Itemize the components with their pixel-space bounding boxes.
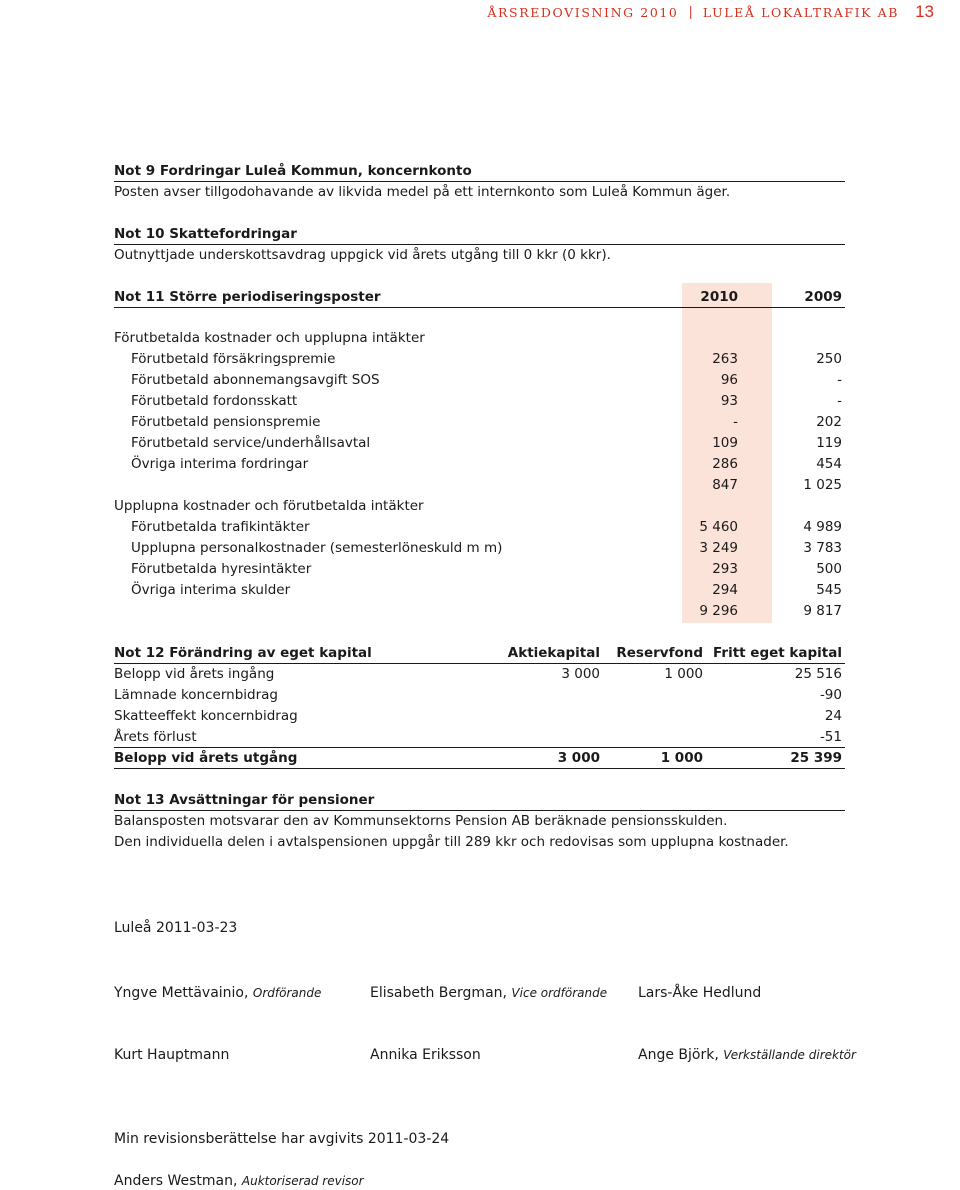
signature-name: Kurt Hauptmann — [114, 1047, 230, 1063]
note11-rule — [114, 307, 845, 308]
note12-rule — [114, 663, 845, 664]
signature-chair — [114, 985, 321, 1001]
signature-role: Ordförande — [252, 986, 322, 1000]
row-fritt: -90 — [819, 687, 842, 703]
audit-statement: Min revisionsberättelse har avgivits 2011-03-24 — [114, 1131, 450, 1147]
row-value-2010: 5 460 — [699, 519, 738, 535]
row-label: Förutbetald fordonsskatt — [131, 393, 298, 409]
row-value-2010: 286 — [712, 456, 738, 472]
row-label: Belopp vid årets ingång — [114, 666, 275, 682]
signature-name: Ange Björk, — [638, 1047, 719, 1063]
note11-title: Not 11 Större periodiseringsposter — [114, 289, 381, 305]
row-value-2009: 545 — [816, 582, 842, 598]
note11-col-2010: 2010 — [700, 289, 738, 305]
row-value-2010: 93 — [720, 393, 738, 409]
total-fritt: 25 399 — [790, 750, 842, 766]
row-label: Årets förlust — [114, 729, 197, 745]
row-value-2009: 454 — [816, 456, 842, 472]
signature-name: Anders Westman, — [114, 1173, 238, 1189]
row-value-2009: 250 — [816, 351, 842, 367]
signature-ceo — [638, 1047, 856, 1063]
note10-title: Not 10 Skattefordringar — [114, 226, 297, 242]
row-value-2009: 500 — [816, 561, 842, 577]
section1-total-2010: 847 — [712, 477, 738, 493]
note9-rule — [114, 181, 845, 182]
row-label: Förutbetald pensionspremie — [131, 414, 321, 430]
signature-name: Yngve Mettävainio, — [114, 985, 249, 1001]
row-fritt: 25 516 — [794, 666, 842, 682]
row-fritt: 24 — [824, 708, 842, 724]
section1-total-2009: 1 025 — [803, 477, 842, 493]
row-value-2009: - — [837, 372, 842, 388]
row-reservfond: 1 000 — [664, 666, 703, 682]
row-label: Övriga interima skulder — [131, 582, 291, 598]
section2-total-2010: 9 296 — [699, 603, 738, 619]
row-label: Övriga interima fordringar — [131, 456, 309, 472]
signature-auditor — [114, 1173, 364, 1189]
note12-total-rule — [114, 747, 845, 748]
total-label: Belopp vid årets utgång — [114, 750, 298, 766]
note9-title: Not 9 Fordringar Luleå Kommun, koncernkonto — [114, 163, 472, 179]
row-label: Lämnade koncernbidrag — [114, 687, 278, 703]
page-number: 13 — [915, 2, 934, 21]
row-label: Förutbetalda trafikintäkter — [131, 519, 310, 535]
row-label: Förutbetald försäkringspremie — [131, 351, 336, 367]
page-header — [487, 2, 934, 22]
row-value-2010: 294 — [712, 582, 738, 598]
total-reservfond: 1 000 — [660, 750, 703, 766]
row-aktiekapital: 3 000 — [561, 666, 600, 682]
row-label: Förutbetalda hyresintäkter — [131, 561, 312, 577]
col-aktiekapital: Aktiekapital — [507, 645, 600, 661]
signature-role: Auktoriserad revisor — [241, 1174, 364, 1188]
note11-col-2009: 2009 — [804, 289, 842, 305]
row-value-2010: 3 249 — [699, 540, 738, 556]
col-reservfond: Reservfond — [616, 645, 703, 661]
row-fritt: -51 — [819, 729, 842, 745]
row-value-2009: 202 — [816, 414, 842, 430]
row-value-2010: 293 — [712, 561, 738, 577]
row-value-2009: 4 989 — [803, 519, 842, 535]
signature-member — [638, 985, 761, 1001]
signature-role: Vice ordförande — [511, 986, 608, 1000]
note13-rule — [114, 810, 845, 811]
note13-line1: Balansposten motsvarar den av Kommunsektorns Pension AB beräknade pensionsskulden. — [114, 813, 728, 829]
row-value-2010: 96 — [720, 372, 738, 388]
note13-line2: Den individuella delen i avtalspensionen uppgår till 289 kkr och redovisas som upplupna kostnader. — [114, 834, 789, 850]
note11-section2-heading: Upplupna kostnader och förutbetalda intäkter — [114, 498, 424, 514]
signature-role: Verkställande direktör — [723, 1048, 856, 1062]
row-value-2010: 263 — [712, 351, 738, 367]
note12-title: Not 12 Förändring av eget kapital — [114, 645, 372, 661]
report-title: ÅRSREDOVISNING 2010 — [487, 4, 679, 20]
row-label: Förutbetald service/underhållsavtal — [131, 435, 371, 451]
note12-bottom-rule — [114, 768, 845, 769]
col-fritt-eget-kapital: Fritt eget kapital — [713, 645, 842, 661]
note10-rule — [114, 244, 845, 245]
company-name: LULEÅ LOKALTRAFIK AB — [702, 4, 900, 20]
note13-title: Not 13 Avsättningar för pensioner — [114, 792, 375, 808]
note10-text: Outnyttjade underskottsavdrag uppgick vid årets utgång till 0 kkr (0 kkr). — [114, 247, 611, 263]
row-label: Skatteeffekt koncernbidrag — [114, 708, 298, 724]
signature-member — [114, 1047, 229, 1063]
row-value-2010: - — [733, 414, 738, 430]
section2-total-2009: 9 817 — [803, 603, 842, 619]
row-value-2010: 109 — [712, 435, 738, 451]
row-label: Förutbetald abonnemangsavgift SOS — [131, 372, 380, 388]
row-value-2009: 3 783 — [803, 540, 842, 556]
total-aktiekapital: 3 000 — [557, 750, 600, 766]
row-label: Upplupna personalkostnader (semesterlöneskuld m m) — [131, 540, 503, 556]
note11-section1-heading: Förutbetalda kostnader och upplupna intäkter — [114, 330, 425, 346]
note9-text: Posten avser tillgodohavande av likvida medel på ett internkonto som Luleå Kommun äger. — [114, 184, 731, 200]
signature-vice-chair — [370, 985, 607, 1001]
signature-name: Lars-Åke Hedlund — [638, 985, 762, 1001]
signature-name: Elisabeth Bergman, — [370, 985, 507, 1001]
row-value-2009: - — [837, 393, 842, 409]
signature-name: Annika Eriksson — [370, 1047, 481, 1063]
place-date: Luleå 2011-03-23 — [114, 920, 238, 936]
header-separator: | — [688, 4, 693, 20]
signature-member — [370, 1047, 481, 1063]
row-value-2009: 119 — [816, 435, 842, 451]
